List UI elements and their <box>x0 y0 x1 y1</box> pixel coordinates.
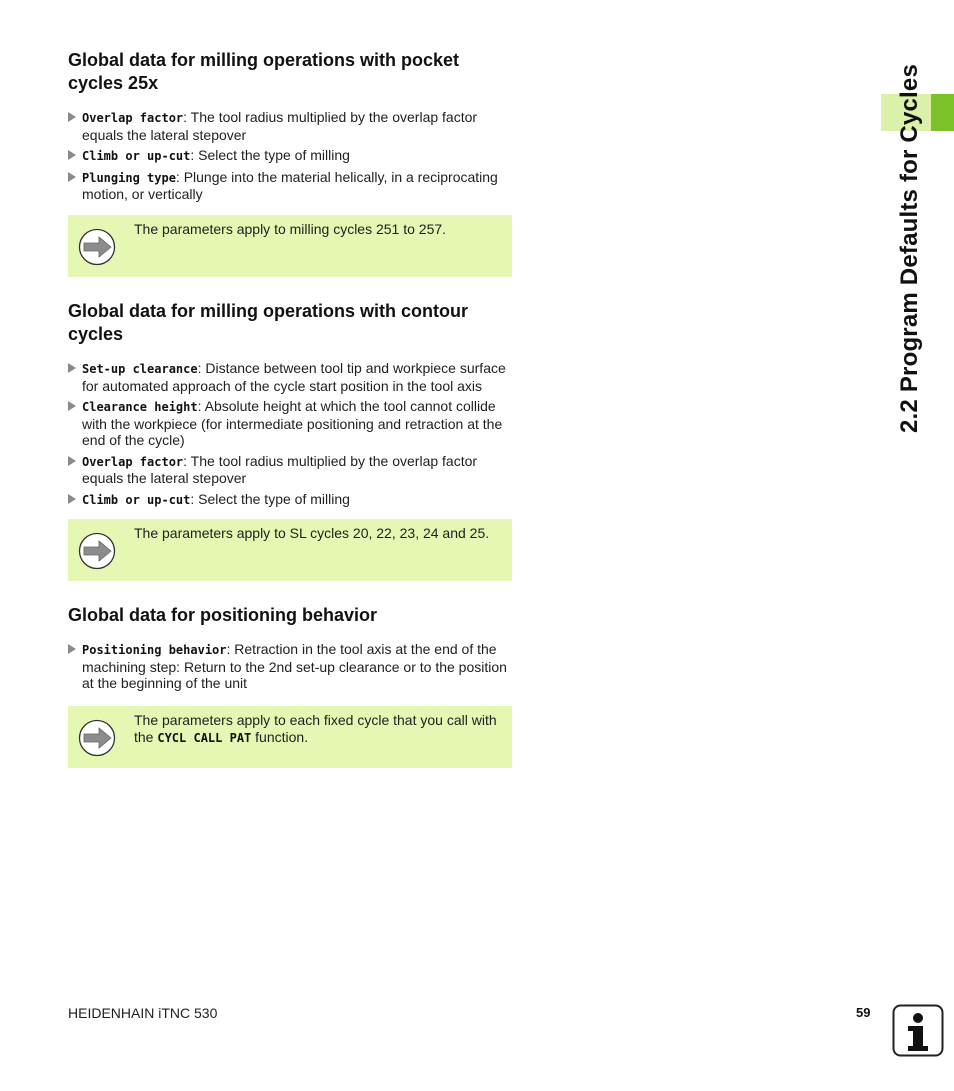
heading-line: Global data for milling operations with pocket <box>68 50 460 70</box>
positioning-parameter-list <box>68 641 513 696</box>
list-item <box>68 491 513 509</box>
note-box-positioning <box>68 706 512 768</box>
parameter-description: : Distance between tool tip and workpiece surface for automated approach of the cycle start position in the tool axis <box>82 360 506 394</box>
triangle-bullet-icon <box>68 172 76 182</box>
heading-line: cycles 25x <box>68 73 159 93</box>
section-heading-positioning: Global data for positioning behavior <box>68 605 378 625</box>
triangle-bullet-icon <box>68 150 76 160</box>
parameter-keyword: Overlap factor <box>82 111 184 125</box>
note-text-part: The parameters apply to each fixed cycle that you call with the <box>134 712 497 745</box>
contour-parameter-list <box>68 360 513 512</box>
pocket-parameter-list <box>68 109 513 207</box>
list-item <box>68 169 513 203</box>
footer-product-name: HEIDENHAIN iTNC 530 <box>68 1005 218 1021</box>
note-text-part: function. <box>251 728 309 745</box>
parameter-description: : Absolute height at which the tool cannot collide with the workpiece (for intermediate positioning and retraction at the end of the cycle) <box>82 398 503 448</box>
list-item <box>68 641 513 692</box>
parameter-description: : The tool radius multiplied by the overlap factor equals the lateral stepover <box>82 109 478 143</box>
note-text <box>134 712 506 746</box>
triangle-bullet-icon <box>68 401 76 411</box>
heading-line: Global data for milling operations with contour <box>68 301 469 321</box>
parameter-description: : Plunge into the material helically, in a reciprocating motion, or vertically <box>82 168 498 202</box>
page-number: 59 <box>856 1005 871 1020</box>
triangle-bullet-icon <box>68 363 76 373</box>
parameter-keyword: Set-up clearance <box>82 362 198 376</box>
parameter-description: : The tool radius multiplied by the overlap factor equals the lateral stepover <box>82 452 478 486</box>
list-item <box>68 398 513 449</box>
section-heading-contour <box>68 300 513 346</box>
list-item <box>68 147 513 165</box>
parameter-keyword: Overlap factor <box>82 454 184 469</box>
note-text: The parameters apply to SL cycles 20, 22, 23, 24 and 25. <box>134 525 490 541</box>
parameter-description: : Select the type of milling <box>190 147 350 163</box>
heading-line: cycles <box>68 324 124 344</box>
list-item <box>68 109 513 143</box>
triangle-bullet-icon <box>68 456 76 466</box>
arrow-right-circle-icon <box>78 719 116 757</box>
arrow-right-circle-icon <box>78 532 116 570</box>
triangle-bullet-icon <box>68 644 76 654</box>
parameter-keyword: Climb or up-cut <box>82 492 191 507</box>
parameter-keyword: Clearance height <box>82 400 198 414</box>
note-box-pocket <box>68 215 512 277</box>
parameter-keyword: Plunging type <box>82 170 176 185</box>
triangle-bullet-icon <box>68 112 76 122</box>
info-icon <box>892 1004 944 1057</box>
list-item <box>68 453 513 487</box>
note-box-contour <box>68 519 512 581</box>
chapter-tab-dark <box>931 94 954 131</box>
note-keyword: CYCL CALL PAT <box>157 730 252 745</box>
chapter-title: 2.2 Program Defaults for Cycles <box>896 63 923 433</box>
section-heading-pocket <box>68 49 513 95</box>
parameter-description: : Select the type of milling <box>190 490 350 507</box>
parameter-keyword: Climb or up-cut <box>82 149 191 163</box>
arrow-right-circle-icon <box>78 228 116 266</box>
triangle-bullet-icon <box>68 494 76 504</box>
note-text: The parameters apply to milling cycles 251 to 257. <box>134 221 447 237</box>
parameter-description: : Retraction in the tool axis at the end of the machining step: Return to the 2nd set-up clearance or to the position at the beginning of the unit <box>82 641 507 691</box>
list-item <box>68 360 513 394</box>
parameter-keyword: Positioning behavior <box>82 643 227 657</box>
